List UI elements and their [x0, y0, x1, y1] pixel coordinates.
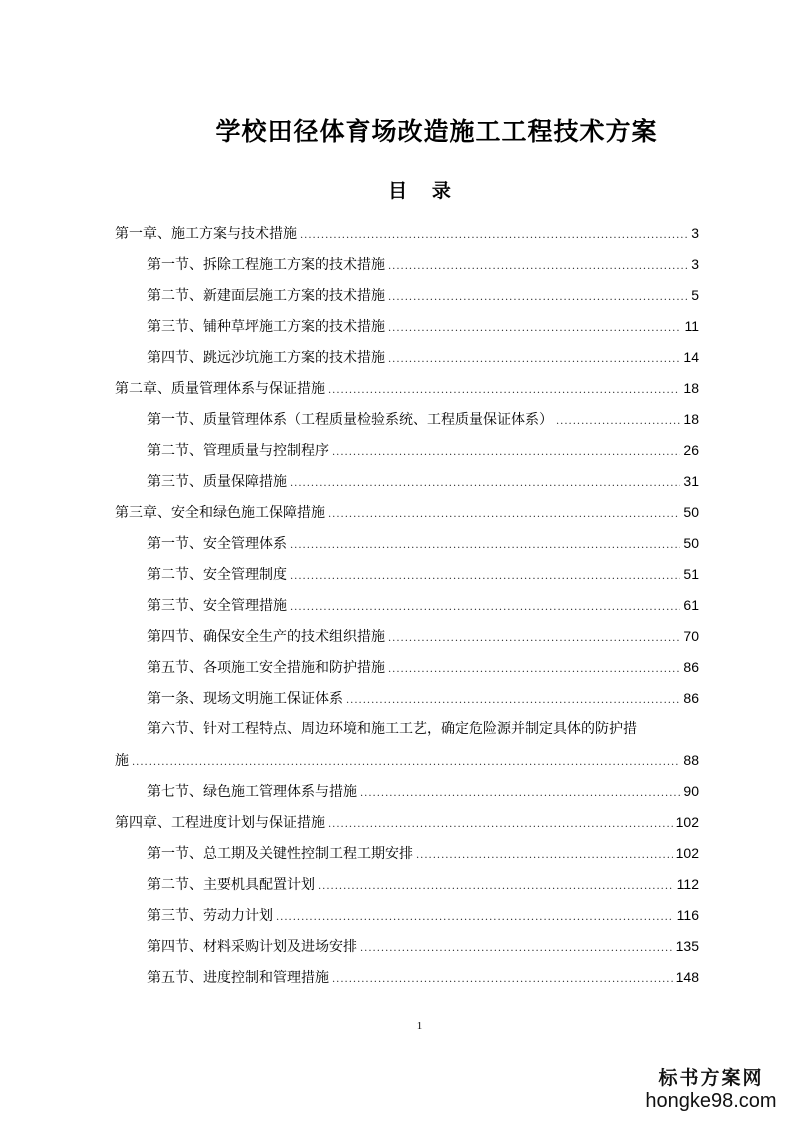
toc-chapter-entry[interactable]	[115, 218, 699, 249]
toc-entry-page: 135	[675, 938, 699, 954]
toc-dot-leader	[360, 778, 680, 809]
toc-entry-page: 51	[683, 566, 699, 582]
toc-section-entry[interactable]	[115, 869, 699, 900]
toc-entry-page: 18	[683, 411, 699, 427]
toc-entry-label: 第二节、新建面层施工方案的技术措施	[147, 288, 385, 304]
toc-heading-char: 目	[388, 180, 408, 202]
toc-entry-label: 第一节、质量管理体系（工程质量检验系统、工程质量保证体系）	[147, 412, 553, 428]
toc-entry-label: 第一章、施工方案与技术措施	[115, 226, 297, 242]
toc-entry-label: 第七节、绿色施工管理体系与措施	[147, 784, 357, 800]
toc-dot-leader	[388, 313, 681, 344]
toc-entry-page: 61	[683, 597, 699, 613]
toc-entry-page: 112	[676, 876, 699, 892]
toc-dot-leader	[556, 406, 680, 437]
toc-dot-leader	[328, 809, 673, 840]
toc-section-entry[interactable]	[115, 466, 699, 497]
toc-entry-label: 第二节、安全管理制度	[147, 567, 287, 583]
toc-section-entry[interactable]	[115, 311, 699, 342]
toc-section-entry[interactable]	[115, 590, 699, 621]
toc-entry-page: 90	[683, 783, 699, 799]
toc-entry-label: 第一条、现场文明施工保证体系	[147, 691, 343, 707]
toc-section-entry[interactable]	[115, 435, 699, 466]
toc-entry-label: 第三节、质量保障措施	[147, 474, 287, 490]
toc-entry-page: 50	[683, 504, 699, 520]
watermark-brand: 标书方案网	[658, 1067, 764, 1089]
toc-section-entry[interactable]	[115, 652, 699, 683]
toc-entry-page: 5	[691, 287, 699, 303]
toc-chapter-entry[interactable]	[115, 497, 699, 528]
toc-section-entry[interactable]	[115, 528, 699, 559]
toc-entry-label: 第五节、进度控制和管理措施	[147, 970, 329, 986]
watermark	[641, 1066, 781, 1112]
toc-entry-label: 第一节、总工期及关键性控制工程工期安排	[147, 846, 413, 862]
toc-entry-page: 50	[683, 535, 699, 551]
toc-section-entry[interactable]	[115, 776, 699, 807]
toc-section-entry[interactable]	[115, 838, 699, 869]
toc-entry-label: 第三节、铺种草坪施工方案的技术措施	[147, 319, 385, 335]
toc-dot-leader	[388, 344, 680, 375]
toc-entry-label: 第六节、针对工程特点、周边环境和施工工艺，确定危险源并制定具体的防护措	[147, 721, 637, 737]
toc-entry-page: 26	[683, 442, 699, 458]
toc-entry-continuation	[115, 745, 699, 776]
toc-chapter-entry[interactable]	[115, 373, 699, 404]
toc-entry-page: 86	[683, 690, 699, 706]
toc-dot-leader	[416, 840, 673, 871]
toc-entry-page: 18	[683, 380, 699, 396]
toc-entry-label: 第四节、确保安全生产的技术组织措施	[147, 629, 385, 645]
toc-entry-label: 第三节、劳动力计划	[147, 908, 273, 924]
toc-dot-leader	[388, 282, 688, 313]
toc-chapter-entry[interactable]	[115, 807, 699, 838]
toc-section-entry[interactable]	[115, 249, 699, 280]
toc-section-entry[interactable]	[115, 962, 699, 993]
toc-dot-leader	[388, 251, 688, 282]
toc-entry-label: 第二节、管理质量与控制程序	[147, 443, 329, 459]
toc-heading-char: 录	[431, 180, 451, 202]
toc-dot-leader	[388, 623, 680, 654]
toc-entry-label: 第四节、材料采购计划及进场安排	[147, 939, 357, 955]
toc-entry-label: 第三节、安全管理措施	[147, 598, 287, 614]
toc-entry-page: 31	[683, 473, 699, 489]
table-of-contents	[115, 218, 699, 993]
watermark-url: hongke98.com	[645, 1090, 777, 1112]
toc-entry-label: 第三章、安全和绿色施工保障措施	[115, 505, 325, 521]
toc-entry-page: 102	[675, 845, 699, 861]
toc-entry-page: 86	[683, 659, 699, 675]
toc-dot-leader	[328, 375, 680, 406]
toc-entry-page: 14	[683, 349, 699, 365]
toc-entry-wrapped[interactable]	[115, 714, 699, 776]
toc-dot-leader	[360, 933, 673, 964]
toc-section-entry[interactable]	[115, 683, 699, 714]
toc-section-entry[interactable]	[115, 404, 699, 435]
toc-section-entry[interactable]	[115, 621, 699, 652]
toc-entry-label: 第四章、工程进度计划与保证措施	[115, 815, 325, 831]
toc-entry-label: 第一节、安全管理体系	[147, 536, 287, 552]
toc-section-entry[interactable]	[115, 342, 699, 373]
toc-dot-leader	[132, 747, 680, 778]
toc-entry-page: 88	[683, 752, 699, 768]
toc-entry-label: 第五节、各项施工安全措施和防护措施	[147, 660, 385, 676]
toc-section-entry[interactable]	[115, 900, 699, 931]
toc-entry-page: 11	[684, 318, 699, 334]
toc-section-entry[interactable]	[115, 559, 699, 590]
toc-dot-leader	[332, 964, 673, 995]
toc-section-entry[interactable]	[115, 931, 699, 962]
toc-dot-leader	[388, 654, 680, 685]
toc-entry-page: 3	[691, 256, 699, 272]
toc-dot-leader	[290, 592, 680, 623]
toc-dot-leader	[276, 902, 674, 933]
toc-heading	[0, 176, 793, 203]
toc-entry-page: 3	[691, 225, 699, 241]
toc-entry-page: 116	[676, 907, 699, 923]
toc-dot-leader	[328, 499, 680, 530]
page-number: 1	[416, 1020, 423, 1032]
toc-dot-leader	[290, 561, 680, 592]
toc-entry-label: 第一节、拆除工程施工方案的技术措施	[147, 257, 385, 273]
toc-entry-label: 第二节、主要机具配置计划	[147, 877, 315, 893]
toc-entry-page: 148	[675, 969, 699, 985]
toc-entry-page: 70	[683, 628, 699, 644]
toc-section-entry[interactable]	[115, 280, 699, 311]
toc-dot-leader	[290, 530, 680, 561]
toc-dot-leader	[290, 468, 680, 499]
toc-dot-leader	[300, 220, 688, 251]
toc-entry-page: 102	[675, 814, 699, 830]
toc-dot-leader	[346, 685, 680, 716]
toc-dot-leader	[332, 437, 680, 468]
toc-entry-label: 第四节、跳远沙坑施工方案的技术措施	[147, 350, 385, 366]
toc-dot-leader	[318, 871, 674, 902]
toc-entry-label: 第二章、质量管理体系与保证措施	[115, 381, 325, 397]
toc-entry-label-cont: 施	[115, 753, 129, 769]
document-title: 学校田径体育场改造施工工程技术方案	[215, 117, 658, 146]
